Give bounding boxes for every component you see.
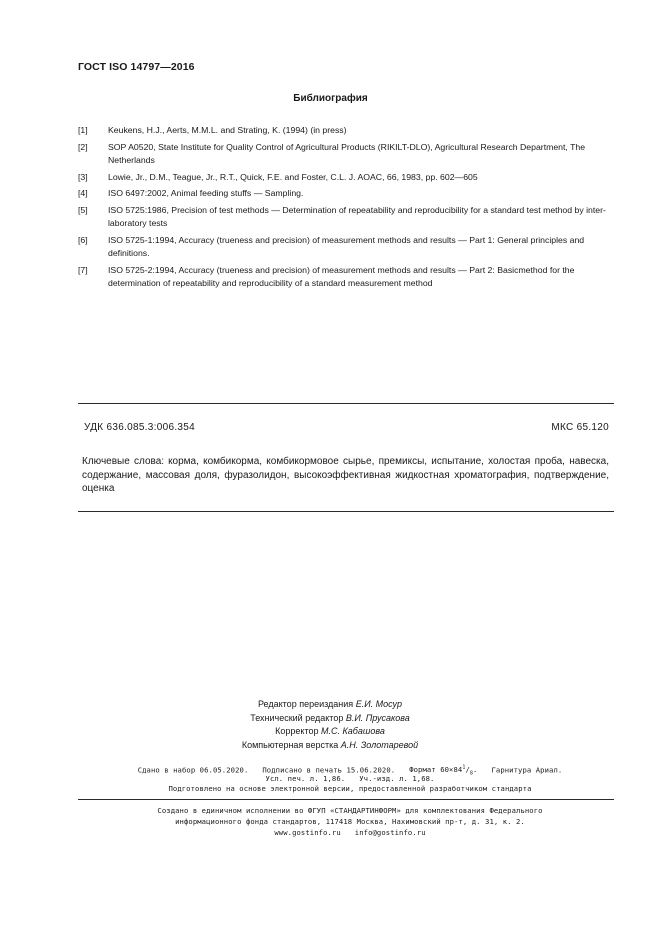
footer-divider — [78, 799, 614, 800]
reference-item — [78, 234, 614, 261]
mks-code: МКС 65.120 — [551, 422, 609, 433]
reference-number: [4] — [78, 188, 88, 198]
credit-name: М.С. Кабашова — [321, 726, 385, 736]
top-divider — [78, 403, 614, 404]
reference-text: Keukens, H.J., Aerts, M.M.L. and Strating, K. (1994) (in press) — [108, 125, 347, 135]
print-sheets: Усл. печ. л. 1,86. — [265, 774, 346, 783]
typeface: Гарнитура Ариал. — [491, 765, 563, 775]
email-link[interactable]: info@gostinfo.ru — [354, 828, 426, 837]
reference-item — [78, 264, 614, 291]
credit-line — [200, 712, 460, 726]
reference-text: Lowie, Jr., D.M., Teague, Jr., R.T., Quick, F.E. and Foster, C.L. J. AOAC, 66, 1983, pp. 602—605 — [108, 171, 478, 182]
reference-number: [7] — [78, 264, 88, 275]
udc-code: УДК 636.085.3:006.354 — [84, 422, 195, 433]
reference-item — [78, 124, 614, 138]
credit-name: А.Н. Золотаревой — [340, 739, 419, 750]
website-link[interactable]: www.gostinfo.ru — [274, 828, 341, 837]
reference-number: [2] — [78, 141, 88, 152]
reference-text: ISO 5725-1:1994, Accuracy (trueness and precision) of measurement methods and results — Part 1: General principles and definitions. — [108, 234, 585, 258]
sent-date: Сдано в набор 06.05.2020. — [137, 765, 249, 775]
keywords-label: Ключевые слова: — [82, 456, 165, 467]
bibliography-title: Библиография — [293, 93, 368, 104]
keywords-text: корма, комбикорма, комбикормовое сырье, премиксы, испытание, холостая проба, навеска, содержание, массовая доля, фуразолидон, высокоэффективная жидкостная хроматография, подтверждение, оценка — [82, 456, 609, 495]
reference-number: [5] — [78, 204, 88, 215]
reference-text: SOP A0520, State Institute for Quality Control of Agricultural Products (RIKILT-DLO), Agricultural Research Department, The Netherlands — [108, 141, 586, 165]
reference-list — [78, 124, 614, 294]
credit-name: Е.И. Мосур — [355, 699, 403, 709]
keywords-divider — [78, 511, 614, 512]
reference-text: ISO 6497:2002, Animal feeding stuffs — Sampling. — [108, 188, 304, 198]
reference-item — [78, 204, 614, 231]
reference-number: [6] — [78, 234, 88, 245]
keywords-block — [82, 455, 609, 496]
reference-text: ISO 5725-2:1994, Accuracy (trueness and precision) of measurement methods and results — Part 2: Basicmethod for the determination of repeatability and reproducibility of a standard measurement method — [108, 264, 575, 288]
credit-role: Корректор — [275, 726, 319, 736]
footer-line-1: Создано в единичном исполнении во ФГУП «СТАНДАРТИНФОРМ» для комплектования Федерального — [157, 806, 543, 815]
credit-line — [200, 739, 460, 753]
credit-role: Редактор переиздания — [257, 699, 354, 709]
footer-contacts — [100, 827, 600, 838]
reference-item — [78, 187, 614, 201]
reference-number: [3] — [78, 171, 88, 182]
document-code: ГОСТ ISO 14797—2016 — [78, 61, 195, 73]
credit-role: Технический редактор — [250, 712, 344, 723]
publication-line-3: Подготовлено на основе электронной версии, предоставленной разработчиком стандарта — [168, 784, 532, 793]
credit-line — [200, 725, 460, 739]
publication-sheets: Уч.-изд. л. 1,68. — [359, 774, 435, 783]
credit-line — [200, 698, 460, 712]
signed-date: Подписано в печать 15.06.2020. — [262, 765, 396, 775]
paper-format: Формат $60\times 84^1/_8$. — [409, 765, 478, 777]
reference-item — [78, 141, 614, 168]
credit-name: В.И. Прусакова — [345, 712, 410, 723]
reference-item — [78, 171, 614, 185]
footer-line-2: информационного фонда стандартов, 117418 Москва, Нахимовский пр-т, д. 31, к. 2. — [175, 817, 525, 826]
reference-number: [1] — [78, 125, 88, 135]
credit-role: Компьютерная верстка — [241, 739, 339, 750]
reference-text: ISO 5725:1986, Precision of test methods — Determination of repeatability and reproducibility for a standard test method by inter-laboratory tests — [108, 204, 606, 228]
credits-block — [200, 698, 460, 752]
